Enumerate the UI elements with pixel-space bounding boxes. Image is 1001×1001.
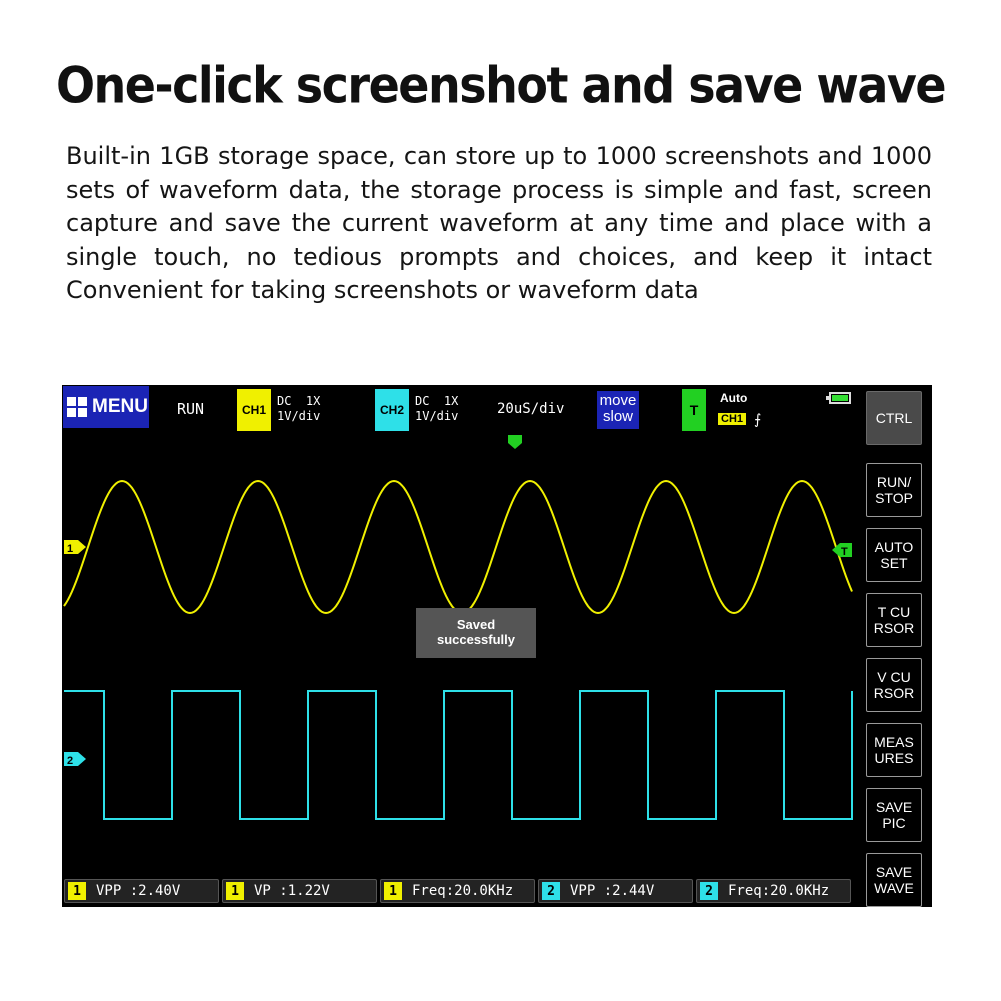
run-status: RUN [177, 400, 205, 418]
ch1-scale: 1V/div [277, 409, 321, 423]
ch1-info [277, 394, 320, 424]
run-stop-button[interactable]: RUN/ STOP [866, 463, 922, 517]
trigger-badge[interactable]: T [682, 389, 706, 431]
ch1-marker-label: 1 [67, 543, 74, 555]
measurement-channel-tag: 1 [226, 882, 244, 900]
measurement-channel-tag: 1 [68, 882, 86, 900]
ch2-marker-label: 2 [67, 755, 74, 767]
ch2-coupling: DC 1X [415, 394, 459, 408]
saved-toast: Saved successfully [416, 608, 536, 658]
battery-icon [829, 392, 851, 404]
ch2-badge[interactable]: CH2 [375, 389, 409, 431]
save-pic-button[interactable]: SAVE PIC [866, 788, 922, 842]
ch1-level-marker[interactable] [64, 540, 86, 555]
rising-edge-icon: ⨍ [754, 411, 762, 427]
measurement-channel-tag: 1 [384, 882, 402, 900]
ch1-coupling: DC 1X [277, 394, 321, 408]
move-speed-button[interactable]: move slow [597, 391, 639, 429]
measurement-value: Freq:20.0KHz [412, 883, 514, 899]
measurement-ch2-freq [696, 879, 851, 903]
ch2-scale: 1V/div [415, 409, 459, 423]
measurement-value: Freq:20.0KHz [728, 883, 830, 899]
measures-button[interactable]: MEAS URES [866, 723, 922, 777]
trigger-position-marker[interactable] [508, 435, 522, 449]
ctrl-button[interactable]: CTRL [866, 391, 922, 445]
measurement-channel-tag: 2 [700, 882, 718, 900]
measurement-ch2-vpp [538, 879, 693, 903]
menu-label: MENU [92, 396, 148, 417]
measurement-value: VPP :2.40V [96, 883, 181, 899]
trigger-marker-label: T [841, 546, 848, 558]
measurement-ch1-freq [380, 879, 535, 903]
oscilloscope-screen [62, 385, 932, 907]
trigger-mode: Auto [720, 391, 748, 405]
measurement-ch1-vpp [64, 879, 219, 903]
save-wave-button[interactable]: SAVE WAVE [866, 853, 922, 907]
trigger-source: CH1 [718, 413, 746, 425]
ch1-badge[interactable]: CH1 [237, 389, 271, 431]
ch1-sine-waveform [64, 481, 852, 613]
auto-set-button[interactable]: AUTO SET [866, 528, 922, 582]
description: Built-in 1GB storage space, can store up to 1000 screenshots and 1000 sets of waveform data, the storage process is simple and fast, screen capture and save the current waveform at any time and place with a single touch, no tedious prompts and choices, and keep it intact Convenient for taking screenshots or waveform data [66, 142, 932, 304]
measurement-channel-tag: 2 [542, 882, 560, 900]
measurement-value: VP :1.22V [254, 883, 330, 899]
time-cursor-button[interactable]: T CU RSOR [866, 593, 922, 647]
ch2-level-marker[interactable] [64, 752, 86, 767]
menu-grid-icon [67, 397, 87, 417]
ch2-square-waveform [64, 691, 852, 819]
measurement-ch1-vp [222, 879, 377, 903]
measurement-value: VPP :2.44V [570, 883, 655, 899]
timebase[interactable]: 20uS/div [497, 401, 565, 417]
headline: One-click screenshot and save wave [55, 55, 946, 115]
ch2-info [415, 394, 458, 424]
voltage-cursor-button[interactable]: V CU RSOR [866, 658, 922, 712]
menu-button[interactable] [63, 386, 149, 428]
